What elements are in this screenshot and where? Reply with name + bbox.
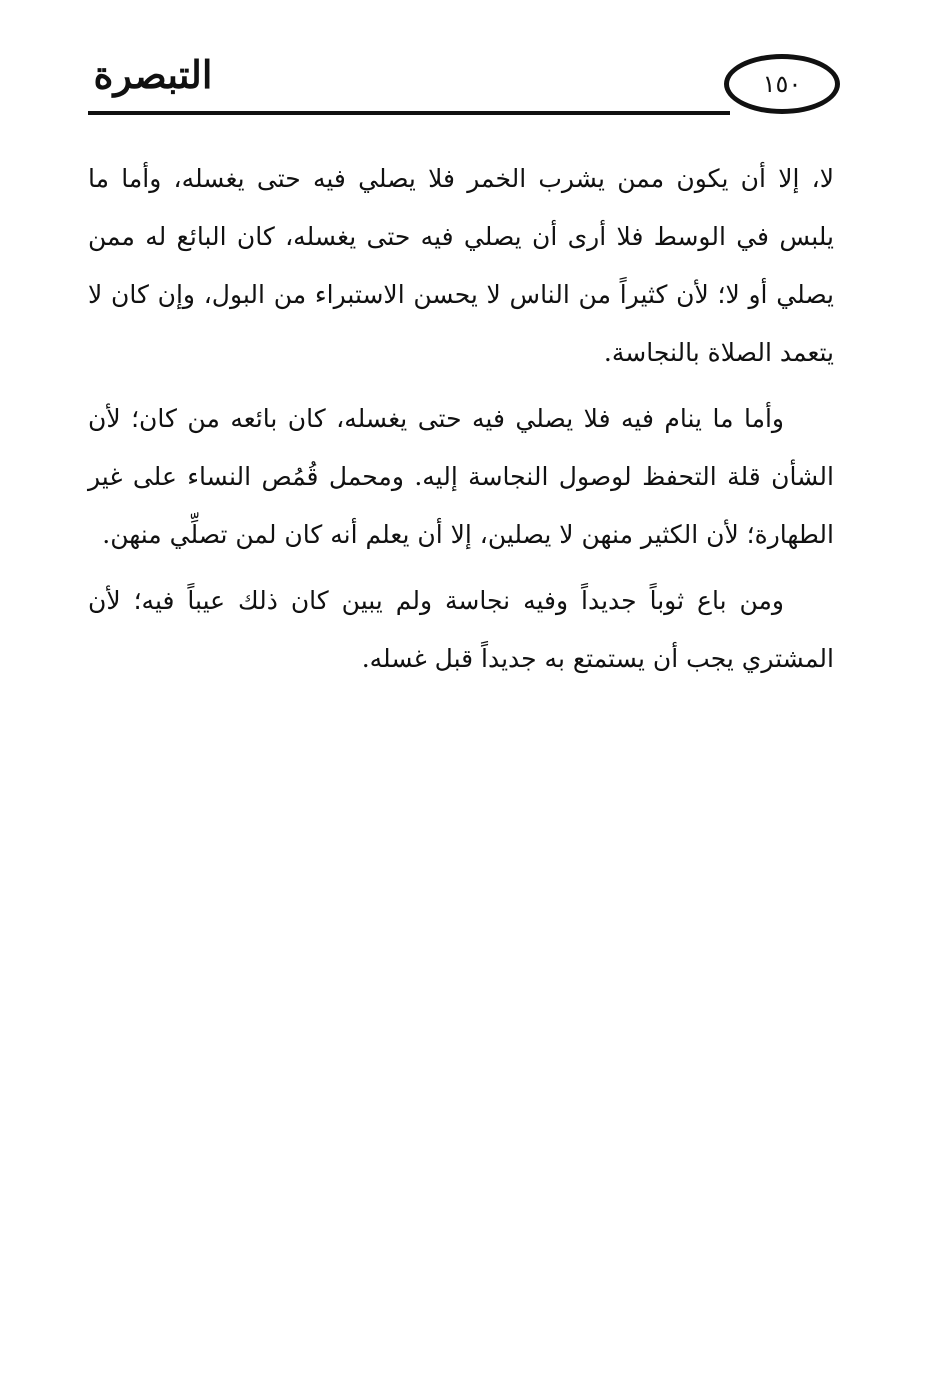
page-header xyxy=(88,46,840,126)
book-title-logo: التبصرة xyxy=(93,52,213,97)
page-body xyxy=(88,150,834,696)
header-divider xyxy=(88,111,730,115)
page-number-oval xyxy=(724,54,840,114)
page-number: ١٥٠ xyxy=(762,70,802,98)
paragraph-3: ومن باع ثوباً جديداً وفيه نجاسة ولم يبين كان ذلك عيباً فيه؛ لأن المشتري يجب أن يستمتع به جديداً قبل غسله. xyxy=(88,586,834,673)
paragraph-2: وأما ما ينام فيه فلا يصلي فيه حتى يغسله، كان بائعه من كان؛ لأن الشأن قلة التحفظ لوصول النجاسة إليه. ومحمل قُمُص النساء على غير الطهارة؛ لأن الكثير منهن لا يصلين، إلا أن يعلم أنه كان لمن تصلِّي منهن. xyxy=(88,404,834,549)
paragraph-1: لا، إلا أن يكون ممن يشرب الخمر فلا يصلي فيه حتى يغسله، وأما ما يلبس في الوسط فلا أرى أن يصلي فيه حتى يغسله، كان البائع له ممن يصلي أو لا؛ لأن كثيراً من الناس لا يحسن الاستبراء من البول، وإن كان لا يتعمد الصلاة بالنجاسة. xyxy=(88,164,834,367)
